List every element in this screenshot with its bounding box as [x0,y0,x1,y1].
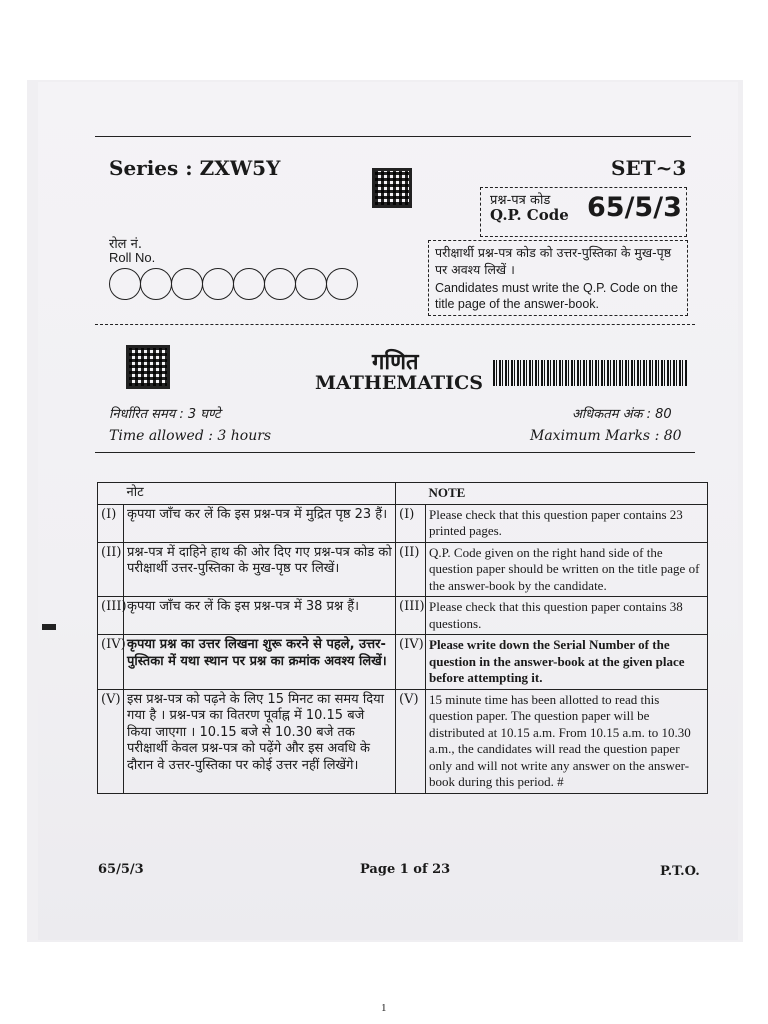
note-number: (V) [98,689,124,793]
footer-code: 65/5/3 [98,862,144,877]
notes-heading: NOTE [426,483,708,505]
note-hindi: कृपया जाँच कर लें कि इस प्रश्न-पत्र में मुद्रित पृष्ठ 23 हैं। [124,504,396,542]
note-number: (II) [396,542,426,597]
note-row [98,689,708,793]
barcode-icon [493,360,688,386]
qr-code-top-icon [372,168,412,208]
roll-digit-box[interactable] [109,268,141,300]
note-number: (I) [98,504,124,542]
roll-digit-box[interactable] [326,268,358,300]
note-text: 15 minute time has been allotted to read this question paper. The question paper will be distributed at 10.15 a.m. From 10.15 a.m. to 10.30 a.m., the candidates will read the question paper only and will not write any answer on the answer-book during this period. # [426,689,708,793]
candidate-instruction-hindi: परीक्षार्थी प्रश्न-पत्र कोड को उत्तर-पुस्तिका के मुख-पृष्ठ पर अवश्य लिखें । [435,245,672,277]
section-divider [95,324,695,325]
roll-number-hindi: रोल नं. [109,237,142,252]
qp-code-label: Q.P. Code [490,206,569,224]
note-hindi: कृपया जाँच कर लें कि इस प्रश्न-पत्र में 38 प्रश्न हैं। [124,597,396,635]
subject-hindi: गणित [372,350,419,375]
note-row [98,504,708,542]
roll-digit-box[interactable] [202,268,234,300]
time-allowed: Time allowed : 3 hours [109,428,272,444]
note-hindi: इस प्रश्न-पत्र को पढ़ने के लिए 15 मिनट का समय दिया गया है । प्रश्न-पत्र का वितरण पूर्वाह्न में 10.15 बजे किया जाएगा । 10.15 बजे से 10.30 बजे तक परीक्षार्थी केवल प्रश्न-पत्र को पढ़ेंगे और इस अवधि के दौरान वे उत्तर-पुस्तिका पर कोई उत्तर नहीं लिखेंगे। [124,689,396,793]
footer-pto: P.T.O. [660,864,700,879]
note-number: (I) [396,504,426,542]
note-text: Please check that this question paper contains 38 questions. [426,597,708,635]
note-number: (II) [98,542,124,597]
notes-heading-hindi: नोट [124,483,396,505]
note-row [98,542,708,597]
note-row [98,597,708,635]
note-number: (V) [396,689,426,793]
qp-code-value: 65/5/3 [587,192,682,223]
note-number: (III) [98,597,124,635]
qr-code-left-icon [126,345,170,389]
document-page-number: 1 [381,1002,387,1014]
note-number: (IV) [98,635,124,690]
note-hindi: प्रश्न-पत्र में दाहिने हाथ की ओर दिए गए प्रश्न-पत्र कोड को परीक्षार्थी उत्तर-पुस्तिका के मुख-पृष्ठ पर लिखें। [124,542,396,597]
qp-code-hindi: प्रश्न-पत्र कोड [490,193,551,208]
note-number: (IV) [396,635,426,690]
roll-digit-box[interactable] [295,268,327,300]
roll-number-label: Roll No. [109,250,156,265]
header-bottom-rule [95,452,695,453]
candidate-instruction: Candidates must write the Q.P. Code on the title page of the answer-book. [435,281,678,311]
time-allowed-hindi: निर्धारित समय : 3 घण्टे [109,407,221,422]
roll-number-boxes[interactable] [109,268,357,300]
roll-digit-box[interactable] [171,268,203,300]
subject-title: MATHEMATICS [315,372,483,394]
max-marks-hindi: अधिकतम अंक : 80 [572,407,672,422]
note-hindi: कृपया प्रश्न का उत्तर लिखना शुरू करने से पहले, उत्तर-पुस्तिका में यथा स्थान पर प्रश्न का क्रमांक अवश्य लिखें। [124,635,396,690]
max-marks: Maximum Marks : 80 [530,428,682,444]
notes-heading-row [98,483,708,505]
notes-table [97,482,708,794]
margin-marker [42,624,56,630]
roll-digit-box[interactable] [140,268,172,300]
top-rule [95,136,691,137]
note-text: Q.P. Code given on the right hand side of the question paper should be written on the title page of the answer-book by the candidate. [426,542,708,597]
series-label: Series : ZXW5Y [109,156,281,180]
roll-digit-box[interactable] [264,268,296,300]
footer-page: Page 1 of 23 [360,862,451,877]
roll-digit-box[interactable] [233,268,265,300]
note-text: Please write down the Serial Number of the question in the answer-book at the given place before attempting it. [426,635,708,690]
note-number: (III) [396,597,426,635]
note-text: Please check that this question paper contains 23 printed pages. [426,504,708,542]
note-row [98,635,708,690]
set-label: SET~3 [611,156,687,180]
